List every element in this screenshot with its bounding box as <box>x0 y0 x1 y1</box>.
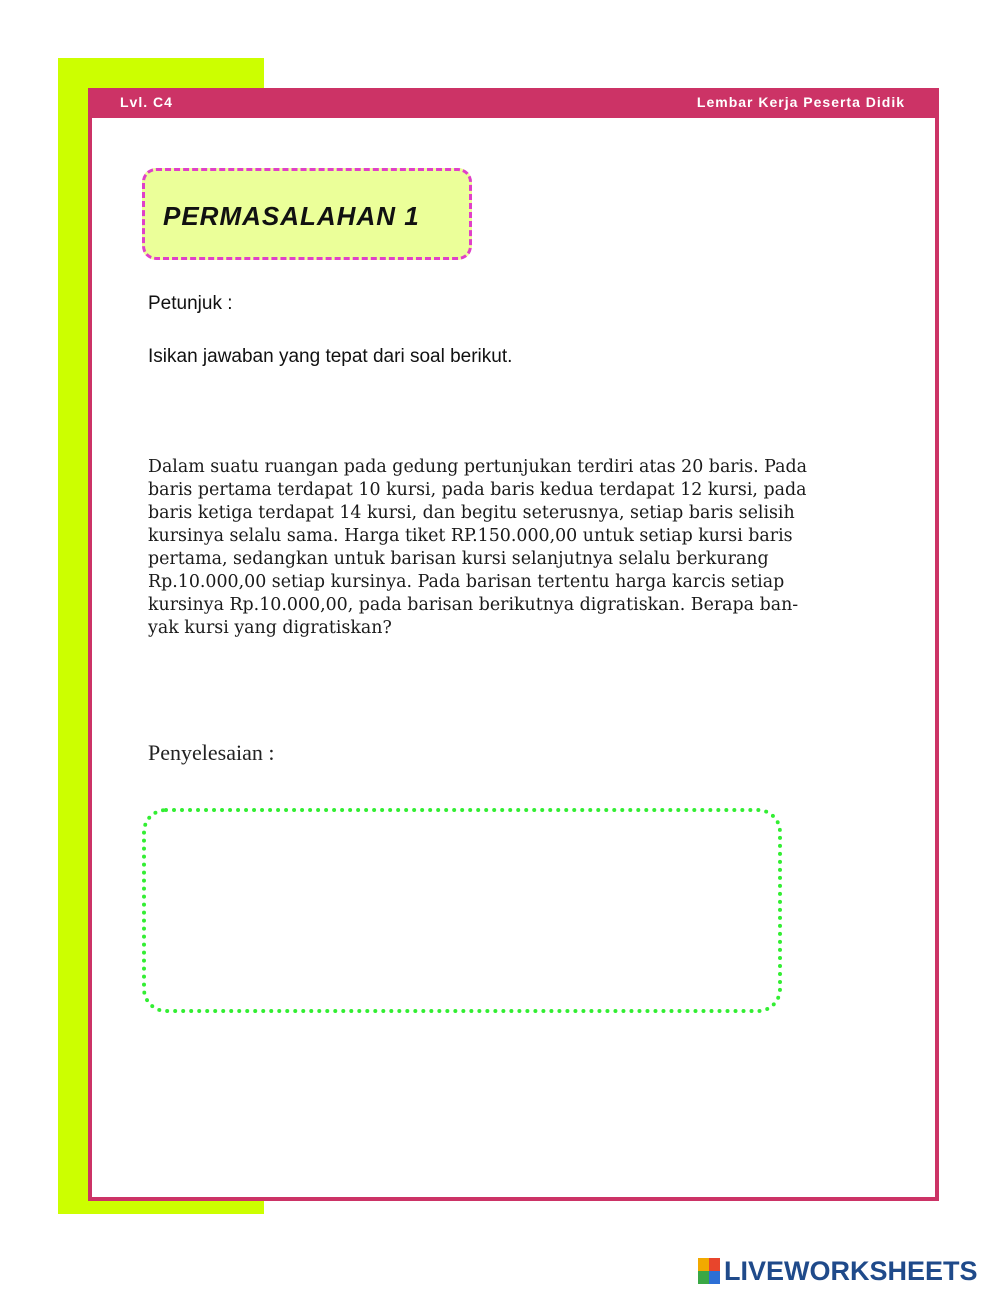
liveworksheets-logo-icon <box>698 1258 720 1284</box>
problem-line: Dalam suatu ruangan pada gedung pertunjukan terdiri atas 20 baris. Pada <box>148 457 807 477</box>
worksheet-card <box>88 88 939 1201</box>
problem-line: kursinya selalu sama. Harga tiket RP.150.000,00 untuk setiap kursi baris <box>148 526 793 546</box>
problem-title-box <box>142 168 472 260</box>
sheet-title: Lembar Kerja Peserta Didik <box>696 94 905 110</box>
solution-label: Penyelesaian : <box>148 740 275 765</box>
level-label: Lvl. C4 <box>120 94 173 110</box>
problem-line: yak kursi yang digratiskan? <box>148 618 392 638</box>
problem-title: PERMASALAHAN 1 <box>163 201 420 231</box>
problem-line: Rp.10.000,00 setiap kursinya. Pada barisan tertentu harga karcis setiap <box>148 572 785 592</box>
liveworksheets-brand <box>698 1254 978 1288</box>
answer-input[interactable] <box>156 822 768 999</box>
worksheet-header <box>92 88 935 118</box>
problem-line: baris ketiga terdapat 14 kursi, dan begitu seterusnya, setiap baris selisih <box>148 503 795 523</box>
instructions-label: Petunjuk : <box>148 293 233 314</box>
instructions-text: Isikan jawaban yang tepat dari soal berikut. <box>148 346 513 367</box>
problem-text <box>148 456 868 640</box>
brand-text: LIVEWORKSHEETS <box>724 1255 978 1286</box>
problem-line: kursinya Rp.10.000,00, pada barisan berikutnya digratiskan. Berapa ban- <box>148 595 799 615</box>
answer-box[interactable] <box>142 808 782 1013</box>
problem-line: baris pertama terdapat 10 kursi, pada baris kedua terdapat 12 kursi, pada <box>148 480 807 500</box>
problem-line: pertama, sedangkan untuk barisan kursi selanjutnya selalu berkurang <box>148 549 769 569</box>
